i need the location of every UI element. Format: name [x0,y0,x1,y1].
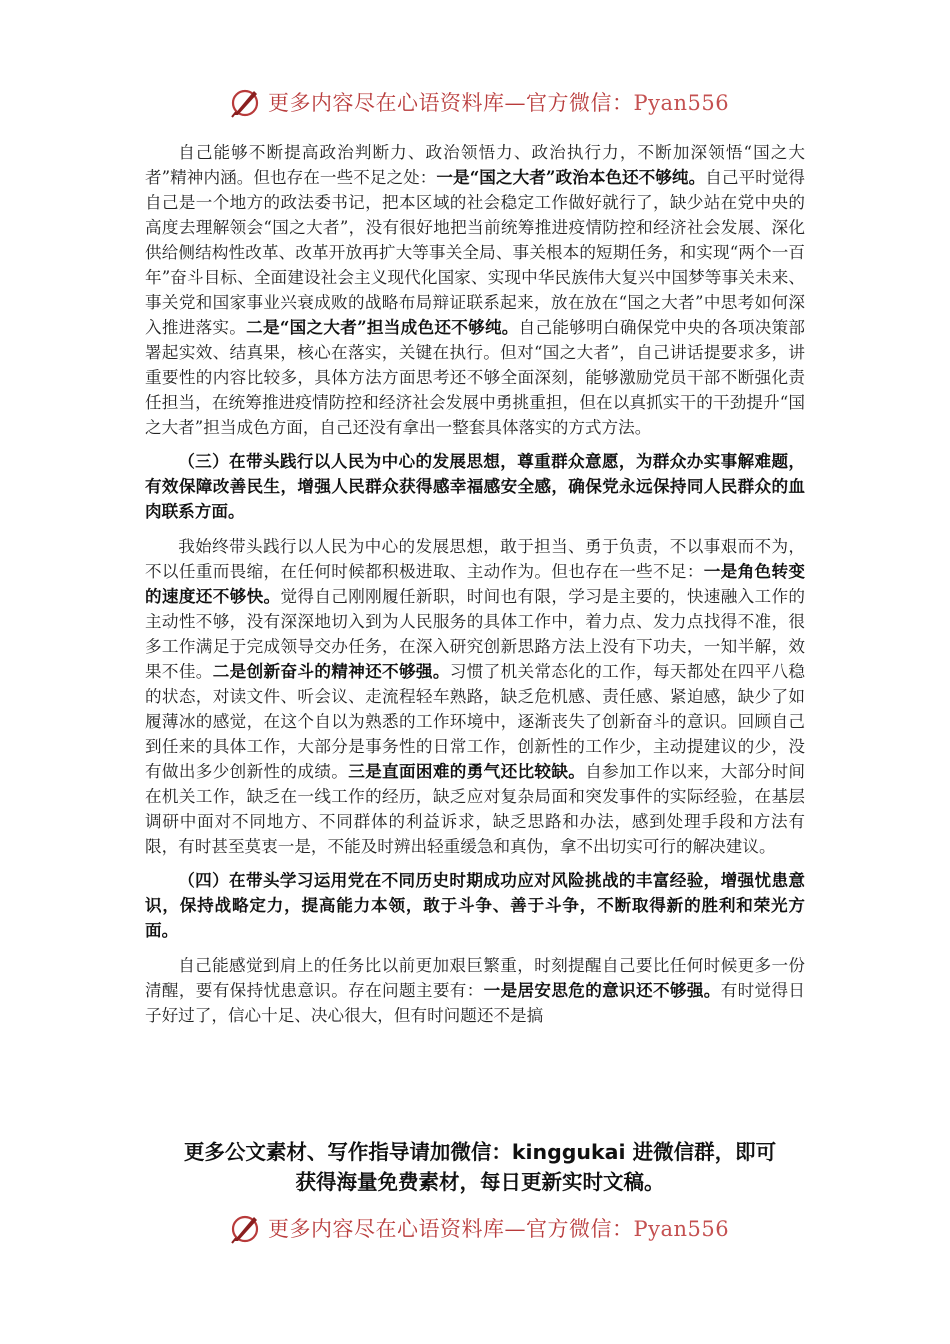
quill-pen-logo-icon [228,1211,262,1245]
quill-pen-logo-icon [228,85,262,119]
paragraph-section4: 自己能感觉到肩上的任务比以前更加艰巨繁重，时刻提醒自己要比任何时候更多一份清醒，要有保持忧患意识。存在问题主要有：一是居安思危的意识还不够强。有时觉得日子好过了，信心十足、决心很大，但有时问题还不是搞 [145,956,806,1025]
paragraph-section2-tail: 自己能够不断提高政治判断力、政治领悟力、政治执行力，不断加深领悟“国之大者”精神内涵。但也存在一些不足之处：一是“国之大者”政治本色还不够纯。自己平时觉得自己是一个地方的政法委书记，把本区域的社会稳定工作做好就行了，缺少站在党中央的高度去理解领会“国之大者”，没有很好地把当前统筹推进疫情防控和经济社会发展、深化供给侧结构性改革、改革开放再扩大等事关全局、事关根本的短期任务，和实现“两个一百年”奋斗目标、全面建设社会主义现代化国家、实现中华民族伟大复兴中国梦等事关未来、事关党和国家事业兴衰成败的战略布局辩证联系起来，放在放在“国之大者”中思考如何深入推进落实。二是“国之大者”担当成色还不够纯。自己能够明白确保党中央的各项决策部署起实效、结真果，核心在落实，关键在执行。但对“国之大者”，自己讲话提要求多，讲重要性的内容比较多，具体方法方面思考还不够全面深刻，能够激励党员干部不断强化责任担当，在统筹推进疫情防控和经济社会发展中勇挑重担，但在以真抓实干的干劲提升“国之大者”担当成色方面，自己还没有拿出一整套具体落实的方式方法。 [145,143,806,437]
promo-line-2: 获得海量免费素材，每日更新实时文稿。 [295,1170,665,1194]
footer-banner [228,1210,729,1246]
header-banner-text: 更多内容尽在心语资料库—官方微信：Pyan556 [268,91,730,115]
paragraph-section3: 我始终带头践行以人民为中心的发展思想，敢于担当、勇于负责，不以事艰而不为，不以任重而畏缩，在任何时候都积极进取、主动作为。但也存在一些不足：一是角色转变的速度还不够快。觉得自己刚刚履任新职，时间也有限，学习是主要的，快速融入工作的主动性不够，没有深深地切入到为人民服务的具体工作中，着力点、发力点找得不准，很多工作满足于完成领导交办任务，在深入研究创新思路方法上没有下功夫，一知半解，效果不佳。二是创新奋斗的精神还不够强。习惯了机关常态化的工作，每天都处在四平八稳的状态，对读文件、听会议、走流程轻车熟路，缺乏危机感、责任感、紧迫感，缺少了如履薄冰的感觉，在这个自以为熟悉的工作环境中，逐渐丧失了创新奋斗的意识。回顾自己到任来的具体工作，大部分是事务性的日常工作，创新性的工作少，主动提建议的少，没有做出多少创新性的成绩。三是直面困难的勇气还比较缺。自参加工作以来，大部分时间在机关工作，缺乏在一线工作的经历，缺乏应对复杂局面和突发事件的实际经验，在基层调研中面对不同地方、不同群体的利益诉求，缺乏思路和办法，感到处理手段和方法有限，有时甚至莫衷一是，不能及时辨出轻重缓急和真伪，拿不出切实可行的解决建议。 [145,537,806,856]
header-banner [228,84,729,120]
promo-notice [150,1137,810,1197]
section4-heading: （四）在带头学习运用党在不同历史时期成功应对风险挑战的丰富经验，增强忧患意识，保持战略定力，提高能力本领，敢于斗争、善于斗争，不断取得新的胜利和荣光方面。 [145,870,805,940]
section3-heading: （三）在带头践行以人民为中心的发展思想，尊重群众意愿，为群众办实事解难题，有效保障改善民生，增强人民群众获得感幸福感安全感，确保党永远保持同人民群众的血肉联系方面。 [145,451,805,521]
footer-banner-text: 更多内容尽在心语资料库—官方微信：Pyan556 [268,1217,730,1241]
promo-line-1: 更多公文素材、写作指导请加微信：kinggukai 进微信群，即可 [183,1140,777,1164]
document-body [145,140,805,1037]
